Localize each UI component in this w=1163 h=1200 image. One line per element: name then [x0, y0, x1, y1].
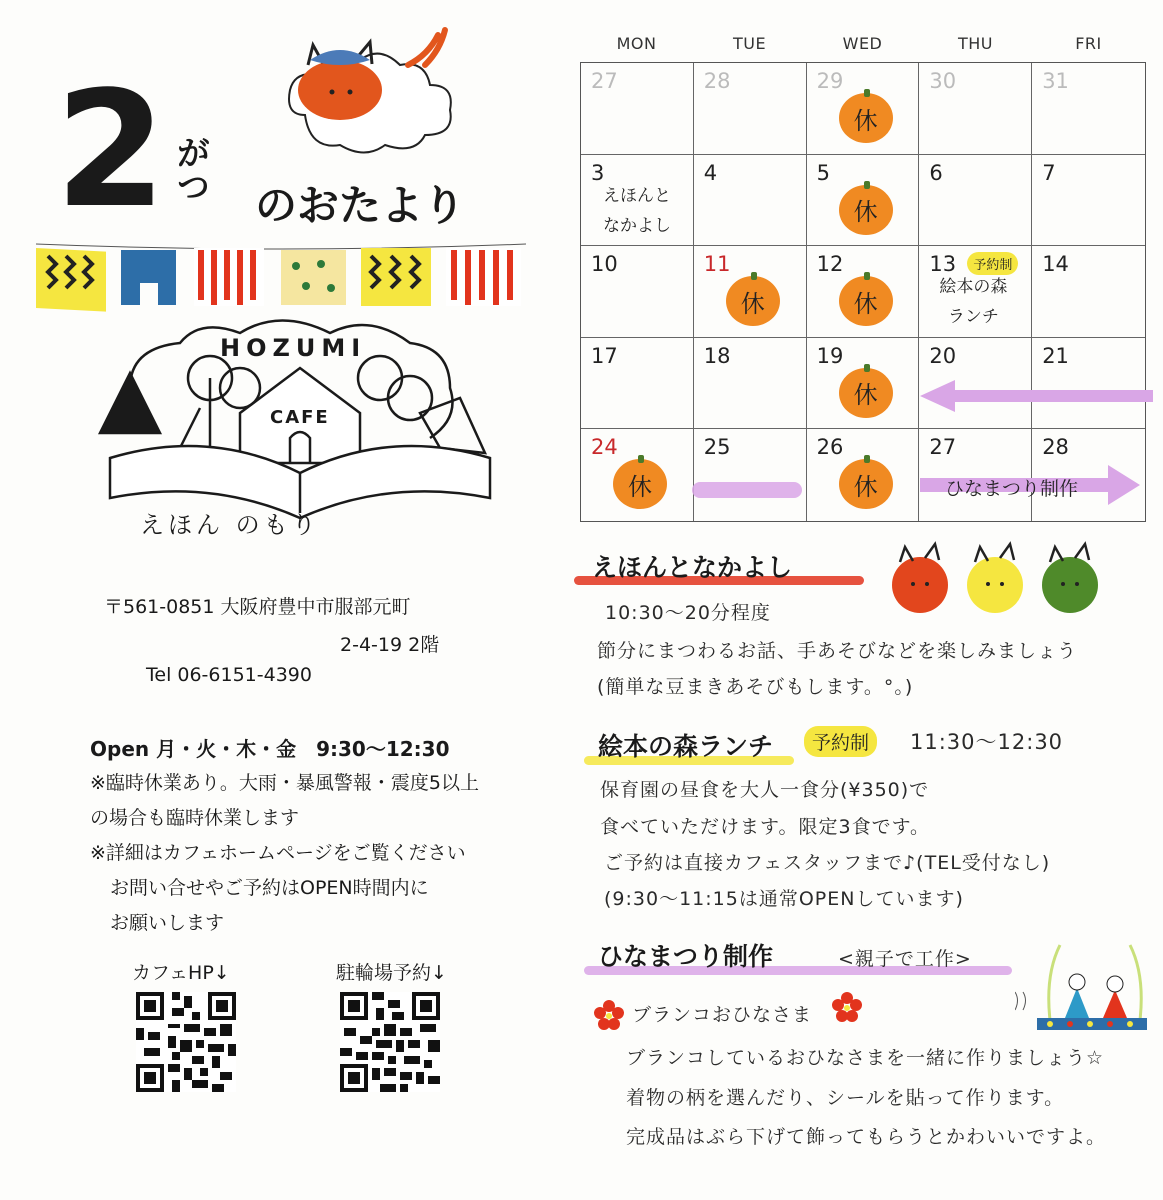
hina-line3: 完成品はぶら下げて飾ってもらうとかわいいですよ。 [626, 1126, 1107, 1148]
closed-day-icon: 休 [839, 459, 893, 509]
day-number: 17 [591, 343, 618, 368]
day-number: 19 [816, 343, 844, 368]
hina-line2: 着物の柄を選んだり、シールを貼って作ります。 [626, 1087, 1065, 1109]
day-number: 20 [929, 343, 957, 368]
title-number: 2 [55, 56, 167, 230]
address-line2: 2-4-19 2階 [340, 634, 440, 656]
hozumi-cafe-logo [90, 318, 510, 548]
calendar-day-cell [807, 338, 920, 430]
day-number: 27 [929, 435, 957, 460]
details-note: ※詳細はカフェホームページをご覧ください [90, 842, 466, 864]
day-number: 24 [591, 435, 618, 460]
flag-garland [36, 236, 526, 316]
day-number: 28 [1042, 435, 1069, 460]
hina-dolls-illustration [1015, 940, 1155, 1050]
closed-day-icon: 休 [839, 93, 893, 143]
logo-sub: えほん のもり [140, 511, 320, 539]
day-number: 3 [591, 160, 605, 185]
calendar-day-cell [581, 246, 694, 338]
closed-day-icon: 休 [839, 185, 893, 235]
cafe-hp-qr-code[interactable] [136, 992, 236, 1092]
calendar-day-cell [581, 338, 694, 430]
calendar-grid [580, 62, 1146, 522]
day-number: 14 [1042, 252, 1069, 277]
hina-subtitle: <親子で工作> [838, 948, 972, 970]
calendar-day-cell [694, 246, 807, 338]
logo-name: HOZUMI [220, 334, 367, 362]
calendar-day-cell [807, 63, 920, 155]
calendar-event-label: えほんと なかよし [603, 185, 671, 236]
day-number: 21 [1042, 343, 1069, 368]
day-number: 28 [703, 69, 731, 93]
inquiry-note: お問い合せやご予約はOPEN時間内に [110, 877, 429, 899]
closed-day-icon: 休 [839, 276, 893, 326]
parking-qr-code[interactable] [340, 992, 440, 1092]
day-number: 25 [703, 435, 731, 460]
day-number: 4 [703, 160, 718, 185]
hina-item: ブランコおひなさま [632, 1004, 813, 1026]
title-artwork [40, 20, 540, 230]
flower-icon [594, 1000, 624, 1030]
lunch-time: 11:30〜12:30 [910, 730, 1064, 754]
tel: Tel 06-6151-4390 [146, 664, 312, 686]
title-small: がつ [170, 135, 210, 203]
title-rest: のおたより [255, 181, 466, 230]
closed-day-icon: 休 [726, 276, 780, 326]
weekday-mon: MON [616, 34, 657, 53]
calendar-day-cell [694, 429, 807, 521]
day-number: 7 [1042, 160, 1056, 185]
calendar-day-cell [1032, 155, 1145, 247]
left-arrow-band [918, 376, 1158, 416]
ehon-note: (簡単な豆まきあそびもします。°。) [597, 676, 914, 698]
day-number: 13 [929, 252, 957, 277]
reservation-badge: 予約制 [967, 252, 1018, 275]
ehon-time: 10:30〜20分程度 [605, 602, 771, 624]
lunch-line2: 食べていただけます。限定3食です。 [600, 816, 931, 838]
weekday-thu: THU [957, 34, 993, 53]
weekday-wed: WED [842, 34, 883, 53]
cafe-hp-label: カフェHP↓ [132, 962, 230, 984]
closure-note-1: ※臨時休業あり。大雨・暴風警報・震度5以上 [90, 772, 480, 794]
inquiry-note-2: お願いします [110, 912, 225, 934]
calendar-day-cell [807, 429, 920, 521]
day-number: 30 [929, 69, 957, 93]
calendar-day-cell [694, 63, 807, 155]
day-number: 18 [703, 343, 731, 368]
day-number: 27 [591, 69, 618, 93]
calendar-day-cell [694, 155, 807, 247]
day-number: 10 [591, 252, 618, 277]
lunch-line4: (9:30〜11:15は通常OPENしています) [604, 888, 964, 910]
day-number: 31 [1042, 69, 1069, 93]
lunch-reservation-badge: 予約制 [804, 726, 877, 757]
hina-event-label: ひなまつり制作 [945, 478, 1079, 500]
day-number: 11 [703, 252, 731, 277]
hina-title: ひなまつり制作 [598, 942, 774, 971]
calendar-day-cell [694, 338, 807, 430]
logo-cafe: CAFE [270, 407, 330, 428]
closure-note-2: の場合も臨時休業します [90, 807, 300, 829]
lunch-line3: ご予約は直接カフェスタッフまで♪(TEL受付なし) [604, 852, 1051, 874]
parking-label: 駐輪場予約↓ [336, 962, 447, 984]
calendar-day-cell [1032, 246, 1145, 338]
calendar-day-cell [581, 155, 694, 247]
oni-cloud-illustration [289, 30, 451, 153]
day-number: 29 [816, 69, 844, 93]
calendar-day-cell [581, 429, 694, 521]
calendar-weekday-header [580, 34, 1146, 58]
address-line1: 〒561-0851 大阪府豊中市服部元町 [104, 596, 411, 618]
calendar-day-cell [807, 246, 920, 338]
weekday-tue: TUE [732, 34, 767, 53]
calendar-day-cell [581, 63, 694, 155]
calendar-day-cell [919, 155, 1032, 247]
day-number: 12 [816, 252, 844, 277]
ehon-title: えほんとなかよし [592, 553, 793, 582]
calendar-day-cell [807, 155, 920, 247]
calendar-day-cell [919, 246, 1032, 338]
calendar-day-cell [1032, 63, 1145, 155]
flower-icon [832, 992, 862, 1022]
calendar-day-cell [919, 63, 1032, 155]
calendar-event-label: 絵本の森 ランチ [939, 277, 1008, 328]
tue-arrow-band [692, 482, 802, 498]
hina-line1: ブランコしているおひなさまを一緒に作りましょう☆ [626, 1047, 1105, 1069]
weekday-fri: FRI [1075, 34, 1102, 53]
day-number: 26 [816, 435, 844, 460]
lunch-title: 絵本の森ランチ [598, 732, 774, 761]
oni-faces-illustration [885, 540, 1110, 615]
ehon-desc: 節分にまつわるお話、手あそびなどを楽しみましょう [597, 640, 1078, 662]
opening-hours: Open 月・火・木・金 9:30〜12:30 [90, 737, 450, 761]
day-number: 6 [929, 160, 943, 185]
closed-day-icon: 休 [839, 368, 893, 418]
lunch-line1: 保育園の昼食を大人一食分(¥350)で [600, 779, 930, 801]
day-number: 5 [816, 160, 830, 185]
closed-day-icon: 休 [613, 459, 667, 509]
